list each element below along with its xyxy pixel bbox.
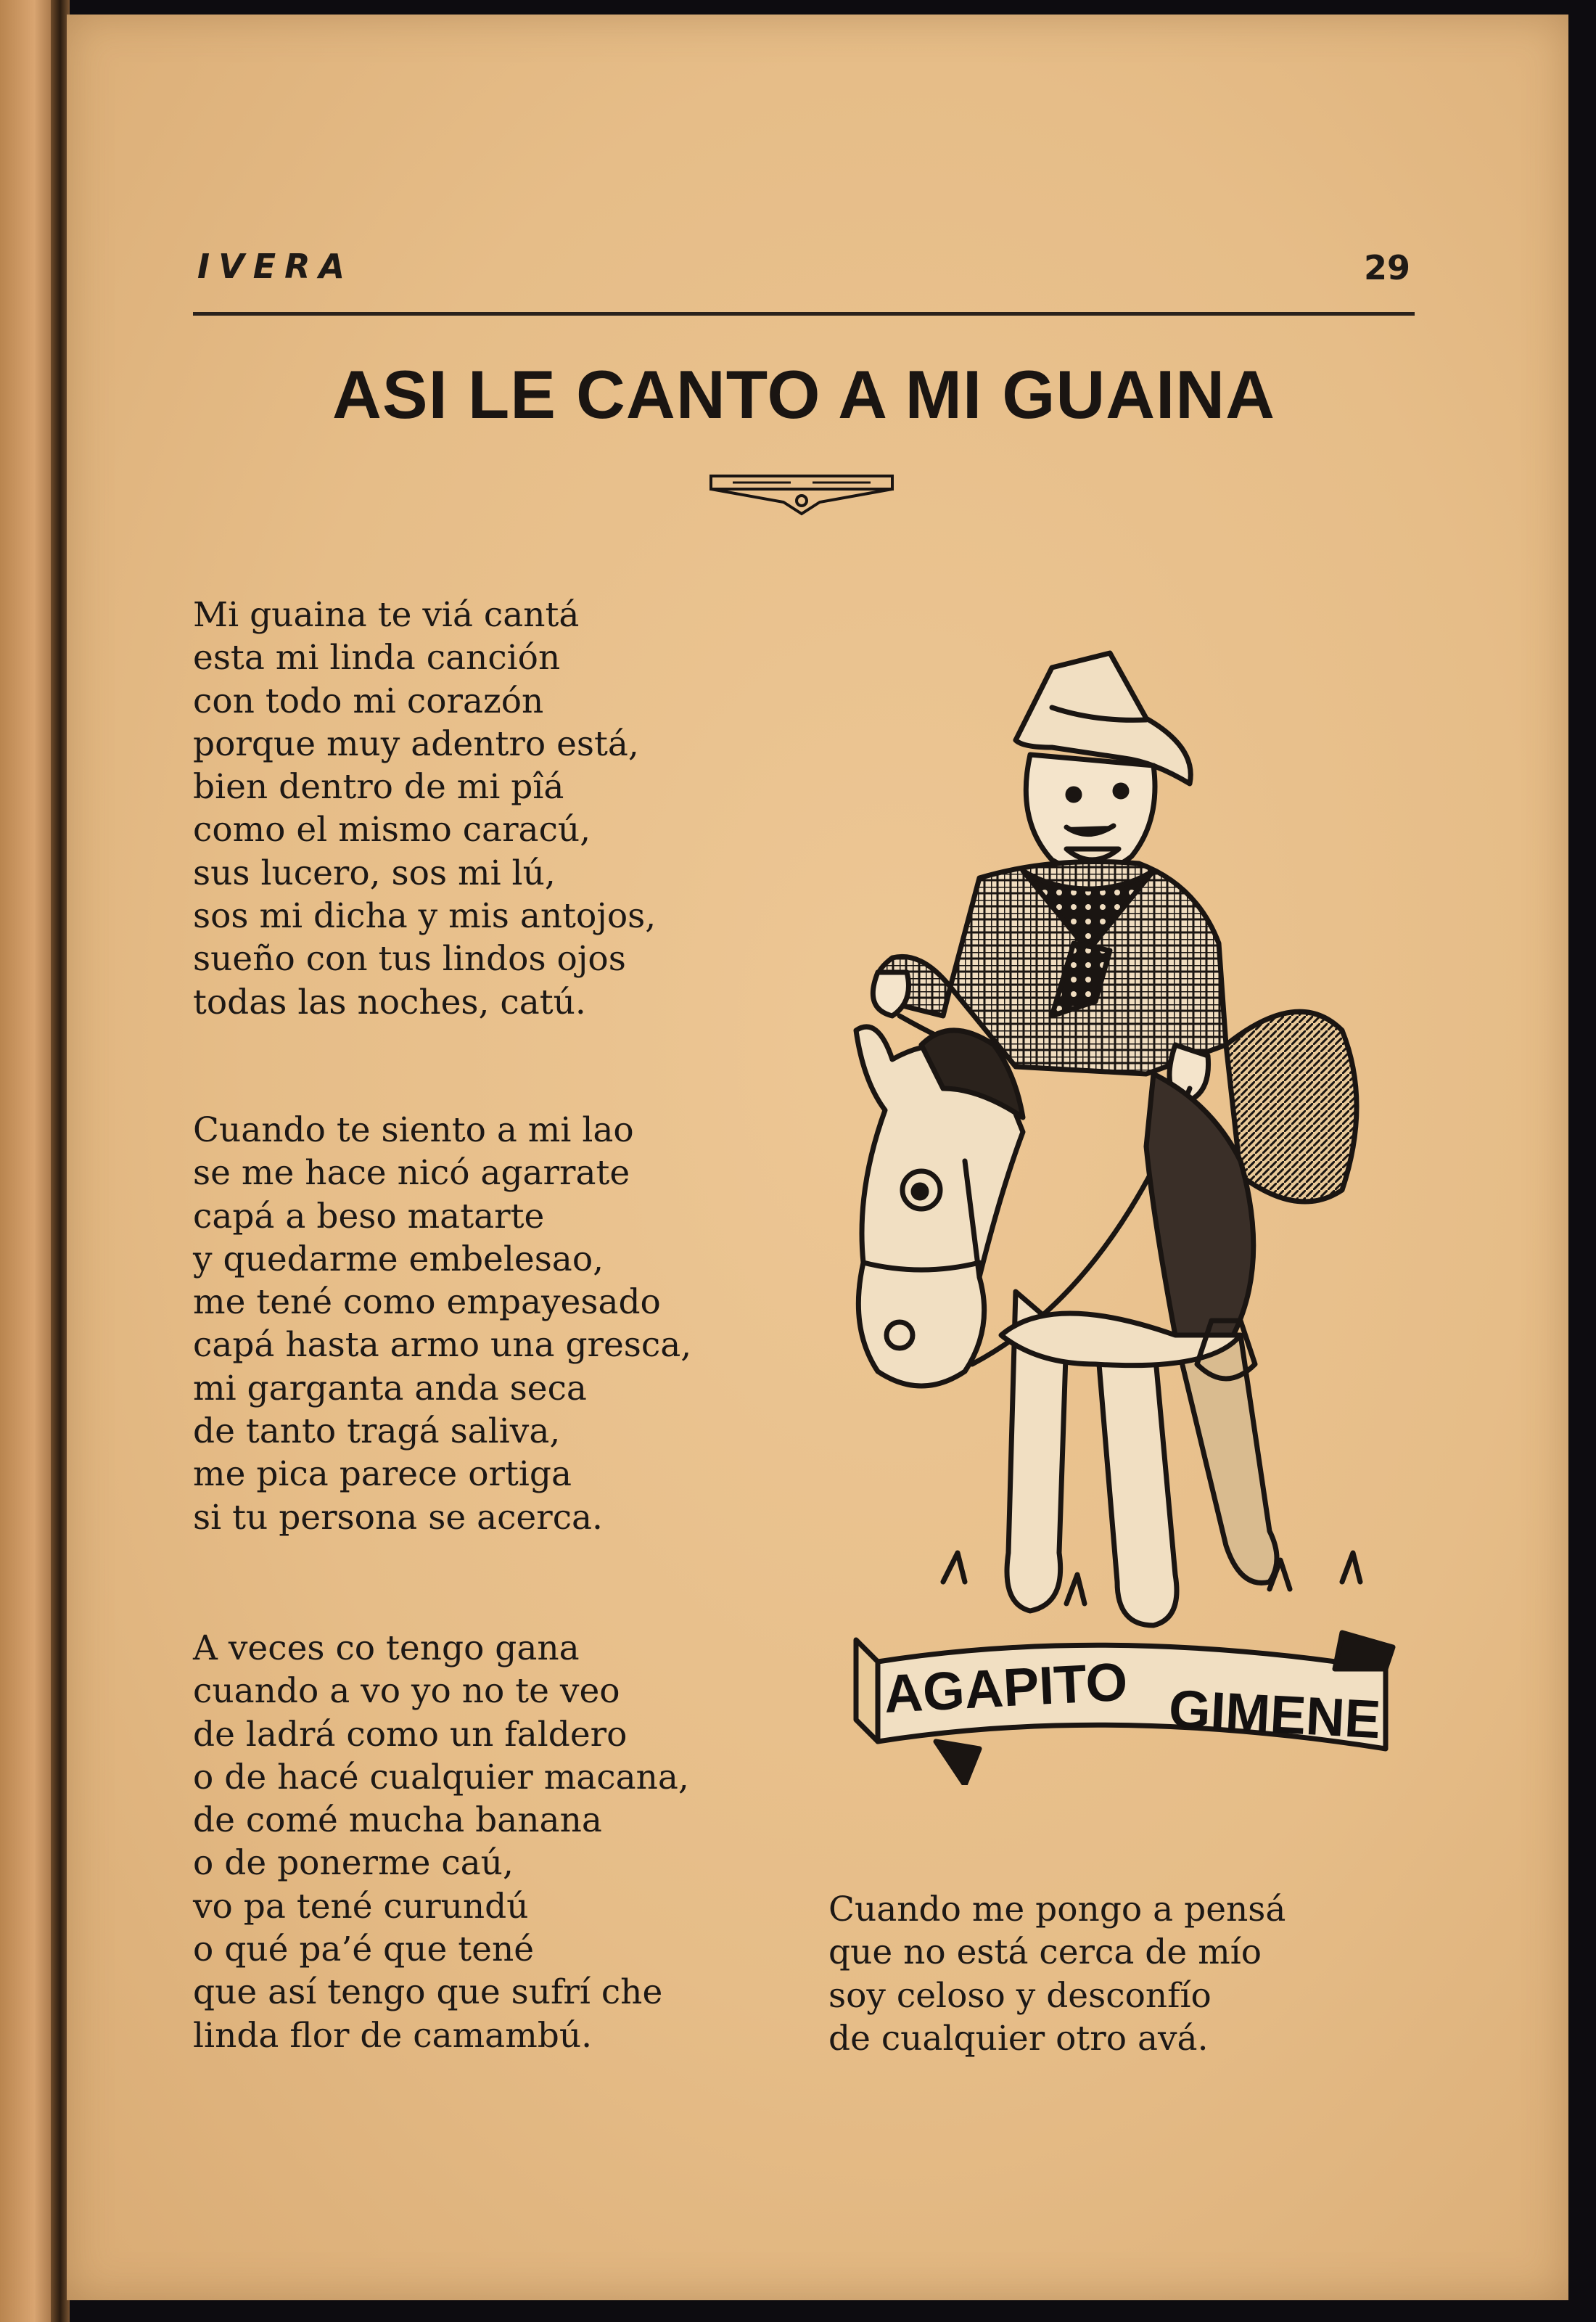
poem-line: A veces co tengo gana [193,1628,580,1668]
poem-line: linda flor de camambú. [193,2015,593,2056]
poem-line: vo pa tené curundú [193,1886,529,1927]
banner-right-text: GIMENE [1167,1678,1383,1750]
page-header [193,247,1415,316]
poem-line: capá a beso matarte [193,1196,545,1236]
poem-line: o de hacé cualquier macana, [193,1757,689,1797]
poem-line: o de ponerme caú, [193,1843,514,1884]
poem-line: se me hace nicó agarrate [193,1153,630,1194]
poem-line: cuando a vo yo no te veo [193,1671,620,1712]
banner-left-text: AGAPITO [882,1651,1130,1724]
poem-line: como el mismo caracú, [193,810,591,850]
poem-line: capá hasta armo una gresca, [193,1325,692,1366]
stanza-3 [193,1627,744,2057]
page-number: 29 [1363,248,1410,287]
poem-line: sus lucero, sos mi lú, [193,853,556,893]
poem-line: soy celoso y desconfío [828,1975,1212,2016]
poem-line: esta mi linda canción [193,638,561,678]
poem-line: me pica parece ortiga [193,1454,572,1495]
poem-line: todas las noches, catú. [193,982,586,1022]
poem-line: me tené como empayesado [193,1282,661,1323]
poem-line: Cuando me pongo a pensá [828,1890,1286,1929]
running-head: IVERA [197,247,354,286]
poem-line: bien dentro de mi pîá [193,767,564,808]
poem-line: que así tengo que sufrí che [193,1972,663,2013]
poem-line: con todo mi corazón [193,681,544,721]
poem-line: de cualquier otro avá. [828,2018,1209,2059]
poem-line: y quedarme embelesao, [193,1239,604,1279]
poem-line: mi garganta anda seca [193,1368,587,1408]
stanza-4 [828,1888,1409,2060]
poem-line: Cuando te siento a mi lao [193,1110,634,1150]
title-ornament-icon [704,473,900,517]
poem-line: de ladrá como un faldero [193,1714,628,1755]
poem-line: porque muy adentro está, [193,723,639,764]
poem-line: sueño con tus lindos ojos [193,939,626,980]
poem-line: sos mi dicha y mis antojos, [193,896,657,937]
poem-line: o qué pa’é que tené [193,1929,535,1970]
poem-line: que no está cerca de mío [828,1932,1262,1973]
stanza-2 [193,1109,744,1539]
stanza-1 [193,594,744,1024]
poem-title: ASI LE CANTO A MI GUAINA [332,356,1275,432]
gaucho-on-horse-icon [834,639,1407,1785]
poem-line: Mi guaina te viá cantá [193,595,580,635]
poem-line: de comé mucha banana [193,1800,602,1841]
poem-line: si tu persona se acerca. [193,1497,603,1538]
poem-line: de tanto tragá saliva, [193,1411,561,1452]
